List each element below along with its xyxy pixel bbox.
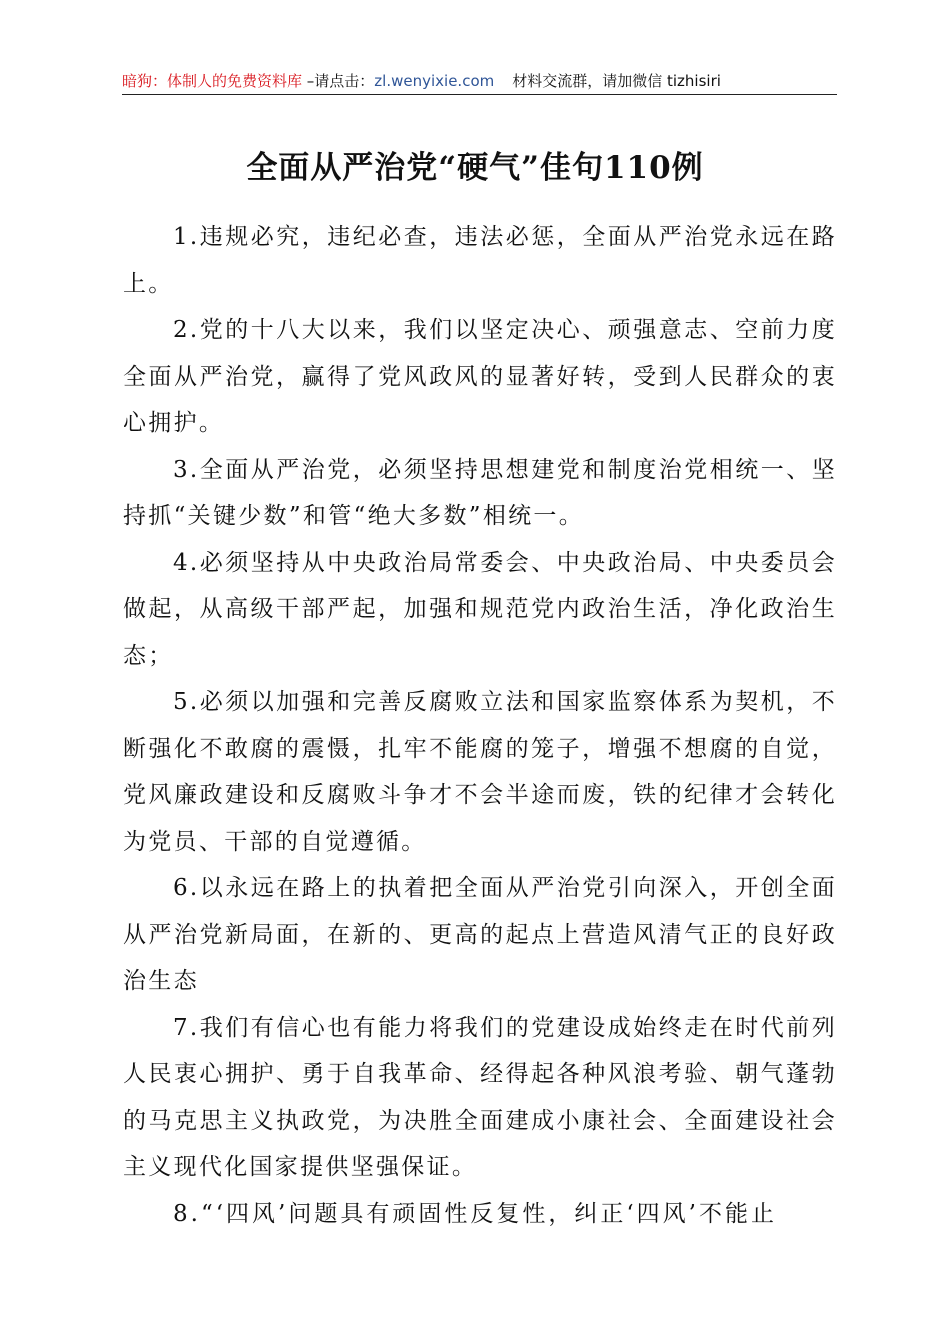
- document-body: [123, 214, 837, 1237]
- paragraph-5: 5.必须以加强和完善反腐败立法和国家监察体系为契机，不断强化不敢腐的震慑，扎牢不能腐的笼子，增强不想腐的自觉，党风廉政建设和反腐败斗争才不会半途而废，铁的纪律才会转化为党员、干部的自觉遵循。: [123, 689, 837, 855]
- paragraph-6: 6.以永远在路上的执着把全面从严治党引向深入，开创全面从严治党新局面，在新的、更高的起点上营造风清气正的良好政治生态: [123, 875, 837, 994]
- document-title: 全面从严治党“硬气”佳句110例: [246, 149, 704, 186]
- paragraph-7: 7.我们有信心也有能力将我们的党建设成始终走在时代前列人民衷心拥护、勇于自我革命、经得起各种风浪考验、朝气蓬勃的马克思主义执政党，为决胜全面建成小康社会、全面建设社会主义现代化国家提供坚强保证。: [123, 1014, 837, 1180]
- paragraph-4: 4.必须坚持从中央政治局常委会、中央政治局、中央委员会做起，从高级干部严起，加强和规范党内政治生活，净化政治生态；: [123, 549, 837, 669]
- header-brand: 暗狗：体制人的免费资料库: [122, 72, 303, 90]
- paragraph-8: 8.“‘四风’问题具有顽固性反复性，纠正‘四风’不能止: [173, 1200, 777, 1227]
- header-prompt: –请点击：: [302, 72, 375, 90]
- header-url-link[interactable]: zl.wenyixie.com: [374, 72, 495, 90]
- paragraph-1: 1.违规必究，违纪必查，违法必惩，全面从严治党永远在路上。: [123, 224, 837, 297]
- page-header: [122, 70, 837, 92]
- paragraph-3: 3.全面从严治党，必须坚持思想建党和制度治党相统一、坚持抓“关键少数”和管“绝大多数”相统一。: [123, 456, 837, 529]
- header-divider: [122, 94, 837, 95]
- header-contact: 材料交流群，请加微信 tizhisiri: [512, 72, 721, 90]
- paragraph-2: 2.党的十八大以来，我们以坚定决心、顽强意志、空前力度全面从严治党，赢得了党风政风的显著好转，受到人民群众的衷心拥护。: [123, 317, 837, 436]
